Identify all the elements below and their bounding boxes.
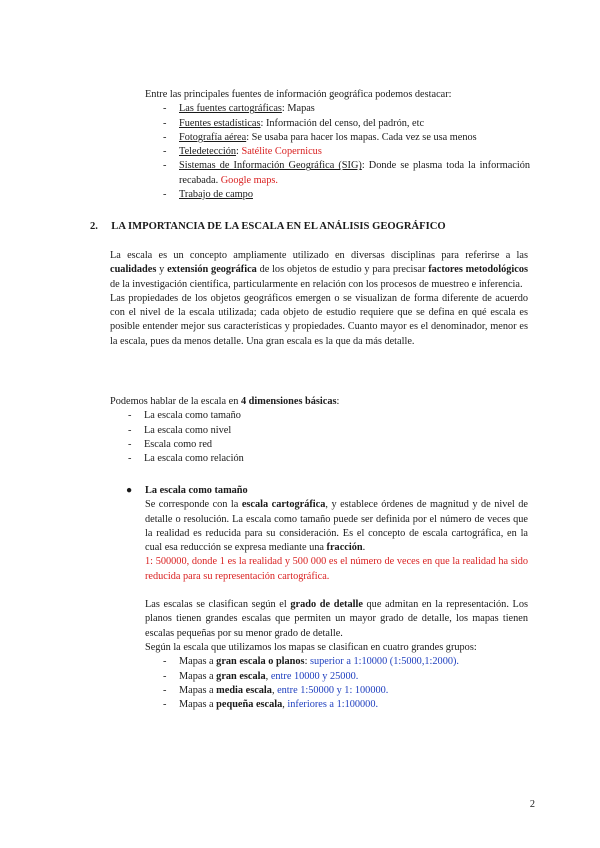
subsection-heading: La escala como tamaño [145,485,248,496]
section-number: 2. [90,221,98,232]
sources-intro: Entre las principales fuentes de información geográfica podemos destacar: [145,89,452,100]
list-item: - Fotografía aérea: Se usaba para hacer los mapas. Cada vez se usa menos [163,131,530,145]
sources-section [145,88,530,202]
list-item: - Las fuentes cartográficas: Mapas [163,102,530,116]
list-item: - Mapas a gran escala o planos: superior a 1:10000 (1:5000,1:2000). [163,655,528,669]
paragraph: Se corresponde con la escala cartográfica, y establece órdenes de magnitud y de nivel de detalle o resolución. La escala como tamaño puede ser definida por el número de veces que la realidad es reducida para su consideración. Es el concepto de escala cartográfica, en la cual esa reducción se expresa mediante una fracción. [145,499,528,554]
dimensions-intro: Podemos hablar de la escala en 4 dimensiones básicas: [110,396,340,407]
list-item: - Mapas a pequeña escala, inferiores a 1:100000. [163,698,528,712]
section-title: LA IMPORTANCIA DE LA ESCALA EN EL ANÁLISIS GEOGRÁFICO [111,221,446,232]
list-item: - Mapas a media escala, entre 1:50000 y 1: 100000. [163,684,528,698]
list-item: - Fuentes estadísticas: Información del censo, del padrón, etc [163,117,530,131]
dimensions-section [110,395,528,466]
list-item: - Sistemas de Información Geográfica (SIG): Donde se plasma toda la información recabada. Google maps. [163,159,530,188]
tamano-section [126,484,528,712]
list-item: - Escala como red [128,438,528,452]
sources-list [163,102,530,202]
paragraph: Las escalas se clasifican según el grado de detalle que admitan en la representación. Los planos tienen grandes escalas que permiten un mayor grado de detalle, los mapas tienen escalas pequeñas por su menor grado de detalle. [145,599,529,639]
list-item: - La escala como nivel [128,424,528,438]
paragraph: Las propiedades de los objetos geográficos emergen o se visualizan de forma diferente de acuerdo con el nivel de la escala utilizada; cada objeto de estudio requiere que se defina en qué escala es posible entender mejor sus características y propiedades. Cuanto mayor es el denominador, menor es la escala, pues da menos detalle. Una gran escala es la que da más detalle. [110,292,528,347]
list-item: - La escala como relación [128,452,528,466]
section-heading [90,220,540,234]
bullet-icon: ● [126,485,133,496]
red-note: 1: 500000, donde 1 es la realidad y 500 000 es el número de veces en que la realidad ha sido reducida para su representación cartográfica. [145,556,528,582]
section-body [110,249,528,349]
list-item: - Trabajo de campo [163,188,530,202]
groups-list [163,655,528,712]
paragraph: Según la escala que utilizamos los mapas se clasifican en cuatro grandes grupos: [145,641,477,653]
list-item: - Mapas a gran escala, entre 10000 y 25000. [163,670,528,684]
list-item: - Teledetección: Satélite Copernicus [163,145,530,159]
dimensions-list [128,409,528,466]
list-item: - La escala como tamaño [128,409,528,423]
paragraph: La escala es un concepto ampliamente utilizado en diversas disciplinas para referirse a las cualidades y extensión geográfica de los objetos de estudio y para precisar factores metodológicos de la investigación científica, particularmente en relación con los procesos de muestreo e inferencia. [110,250,529,290]
page-number: 2 [529,799,535,810]
